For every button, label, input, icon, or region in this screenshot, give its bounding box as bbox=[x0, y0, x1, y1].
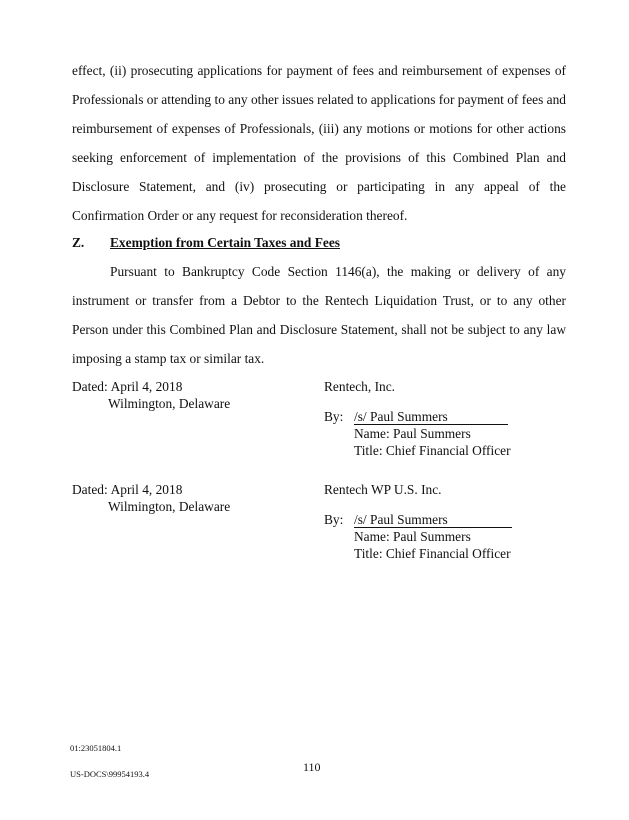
dated-block-1 bbox=[72, 378, 230, 412]
section-paragraph-text: Pursuant to Bankruptcy Code Section 1146(a), the making or delivery of any instrument or transfer from a Debtor to the Rentech Liquidation Trust, or to any other Person under this Combined Plan and Disclosure Statement, shall not be subject to any law imposing a stamp tax or similar tax. bbox=[72, 264, 566, 366]
signature-line bbox=[354, 410, 508, 425]
by-label: By: bbox=[324, 409, 344, 424]
footer-doc-id-1: 01:23051804.1 bbox=[70, 743, 122, 753]
dated-label: Dated: bbox=[72, 379, 108, 394]
signatory-name: Name: Paul Summers bbox=[354, 426, 471, 441]
dated-date: April 4, 2018 bbox=[110, 379, 183, 394]
signature-block-1 bbox=[324, 378, 511, 459]
signatory-name: Name: Paul Summers bbox=[354, 529, 471, 544]
section-title: Exemption from Certain Taxes and Fees bbox=[110, 235, 340, 250]
continuation-paragraph: effect, (ii) prosecuting applications for payment of fees and reimbursement of expenses of Professionals or attending to any other issues related to applications for payment of fees and reimbursement of expenses of Professionals, (iii) any motions or motions for other actions seeking enforcement of implementation of the provisions of this Combined Plan and Disclosure Statement, and (iv) prosecuting or participating in any appeal of the Confirmation Order or any request for reconsideration thereof. bbox=[72, 63, 566, 223]
section-paragraph bbox=[72, 257, 566, 373]
by-label: By: bbox=[324, 512, 344, 527]
footer-doc-id-2: US-DOCS\99954193.4 bbox=[70, 769, 150, 779]
dated-location: Wilmington, Delaware bbox=[108, 499, 231, 514]
dated-location: Wilmington, Delaware bbox=[108, 396, 231, 411]
page-number: 110 bbox=[303, 760, 321, 774]
section-heading bbox=[72, 234, 340, 252]
dated-label: Dated: bbox=[72, 482, 108, 497]
dated-block-2 bbox=[72, 481, 230, 515]
company-name: Rentech, Inc. bbox=[324, 379, 396, 394]
signature-text: /s/ Paul Summers bbox=[354, 512, 448, 527]
signature-block-2 bbox=[324, 481, 512, 562]
section-letter: Z. bbox=[72, 235, 85, 250]
signatory-title: Title: Chief Financial Officer bbox=[354, 443, 511, 458]
signature-text: /s/ Paul Summers bbox=[354, 409, 448, 424]
signature-line bbox=[354, 513, 512, 528]
dated-date: April 4, 2018 bbox=[110, 482, 183, 497]
company-name: Rentech WP U.S. Inc. bbox=[324, 482, 442, 497]
signatory-title: Title: Chief Financial Officer bbox=[354, 546, 511, 561]
